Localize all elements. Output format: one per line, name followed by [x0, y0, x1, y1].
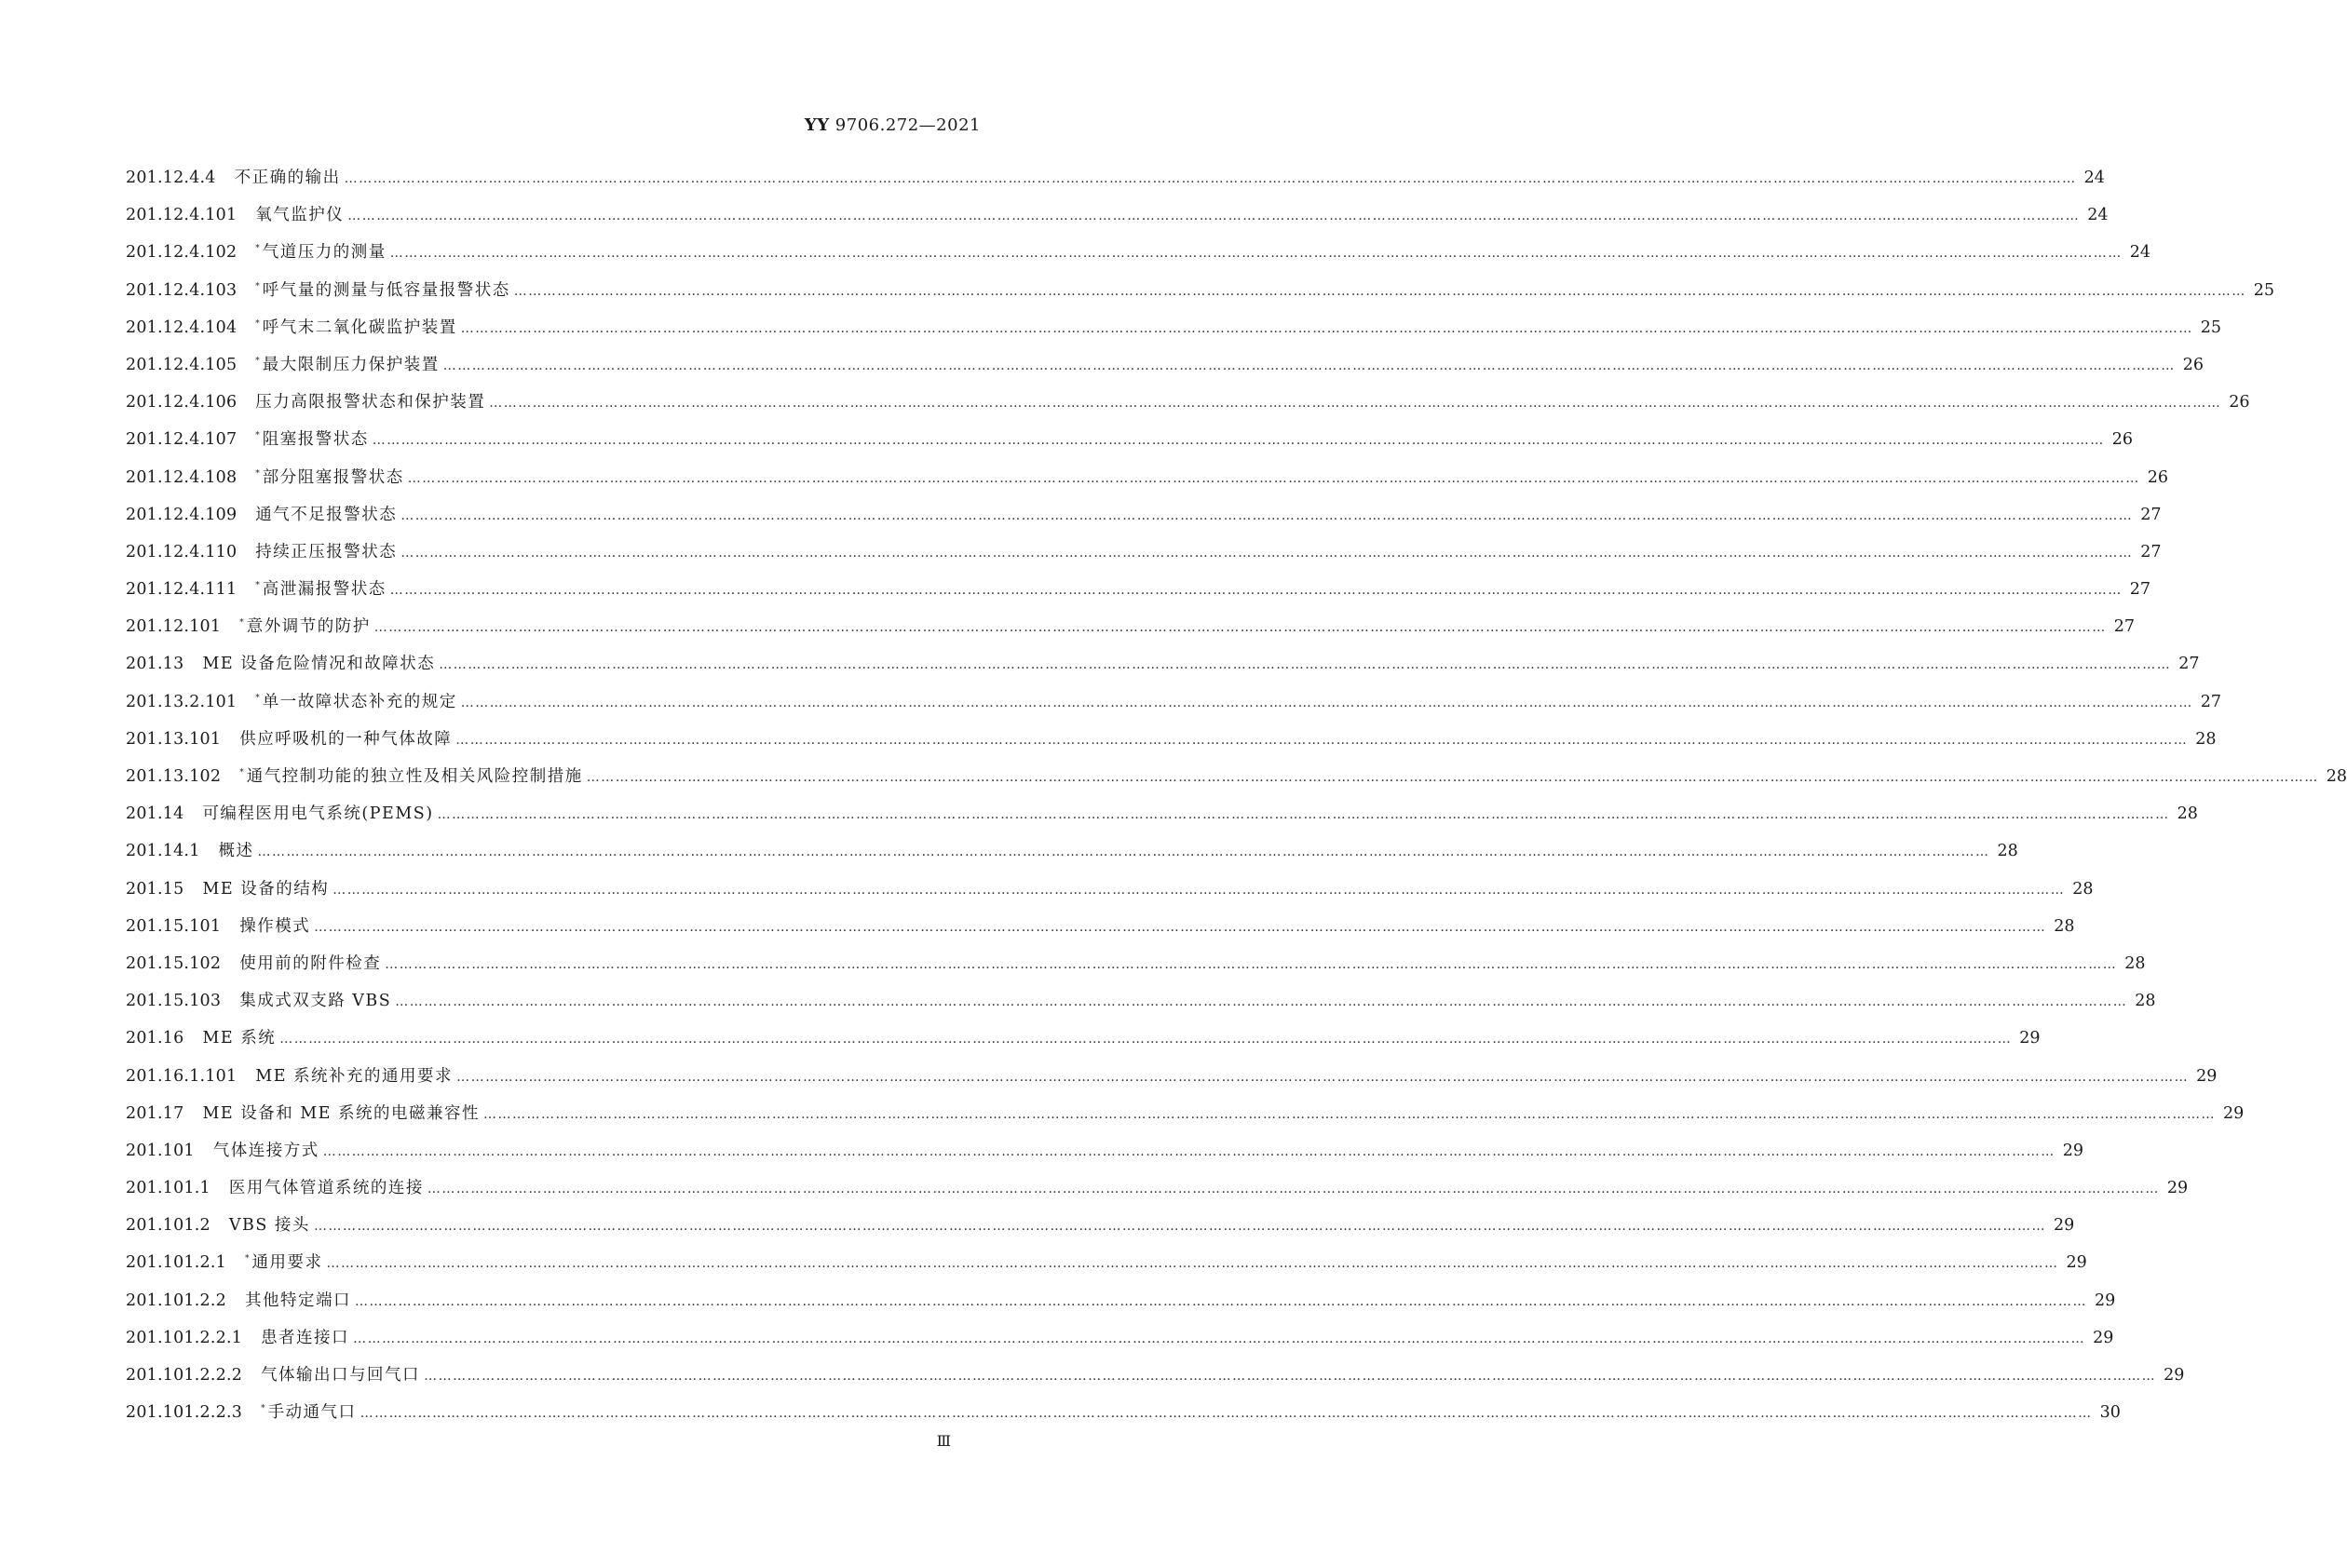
dot-leader: ……………………………………………………………………………………………………………………………………………………………………………………………………………………………………………………………………………………………………………………………… — [460, 320, 2193, 336]
toc-entry-number: 201.101.2.2.2 — [126, 1366, 243, 1385]
dot-leader: ……………………………………………………………………………………………………………………………………………………………………………………………………………………………………………………………………………………………………………………………… — [395, 994, 2128, 1010]
toc-entry[interactable] — [126, 352, 2205, 389]
toc-entry-page: 29 — [2019, 1029, 2041, 1048]
asterisk-marker: * — [261, 1404, 265, 1414]
toc-entry-page: 28 — [2124, 953, 2146, 973]
dot-leader: ……………………………………………………………………………………………………………………………………………………………………………………………………………………………………………………………………………………………………………………………… — [373, 620, 2107, 636]
toc-entry-title: 可编程医用电气系统(PEMS) — [202, 804, 434, 824]
dot-leader: ……………………………………………………………………………………………………………………………………………………………………………………………………………………………………………………………………………………………………………………………… — [313, 1219, 2046, 1235]
toc-entry[interactable] — [126, 165, 2105, 202]
toc-entry-title: 使用前的附件检查 — [239, 953, 382, 973]
toc-entry-number: 201.16.1.101 — [126, 1066, 237, 1086]
toc-entry[interactable] — [126, 1325, 2114, 1362]
toc-entry-number: 201.15.101 — [126, 916, 222, 936]
toc-entry[interactable] — [126, 951, 2146, 988]
toc-entry-page: 28 — [1997, 842, 2018, 861]
toc-entry-number: 201.12.4.106 — [126, 393, 237, 412]
asterisk-marker: * — [255, 244, 260, 254]
toc-entry-title: ME 系统 — [202, 1029, 277, 1048]
toc-entry-number: 201.101.2.2 — [126, 1291, 226, 1310]
toc-entry-number: 201.13.2.101 — [126, 692, 237, 711]
toc-entry-page: 25 — [2200, 318, 2222, 337]
toc-entry-number: 201.12.4.110 — [126, 542, 237, 561]
dot-leader: ……………………………………………………………………………………………………………………………………………………………………………………………………………………………………………………………………………………………………………………………… — [439, 657, 2172, 673]
toc-entry-title: VBS 接头 — [228, 1216, 310, 1236]
toc-entry-title: 通气不足报警状态 — [255, 505, 398, 524]
toc-entry-page: 29 — [2062, 1141, 2084, 1160]
toc-entry-title: 通气控制功能的独立性及相关风险控制措施 — [246, 767, 583, 786]
toc-entry[interactable] — [126, 465, 2169, 502]
toc-entry[interactable] — [126, 389, 2250, 426]
toc-entry-title: ME 系统补充的通用要求 — [255, 1066, 454, 1086]
toc-entry-number: 201.101.1 — [126, 1179, 210, 1198]
dot-leader: ……………………………………………………………………………………………………………………………………………………………………………………………………………………………………………………………………………………………………………………………… — [279, 1032, 2013, 1048]
dot-leader: ……………………………………………………………………………………………………………………………………………………………………………………………………………………………………………………………………………………………………………………………… — [257, 845, 1990, 860]
toc-entry-number: 201.12.4.102 — [126, 243, 237, 263]
toc-entry-page: 26 — [2147, 467, 2169, 487]
toc-entry-number: 201.13 — [126, 655, 184, 674]
toc-entry[interactable] — [126, 876, 2094, 913]
toc-entry-page: 27 — [2129, 580, 2151, 600]
toc-entry-page: 24 — [2083, 169, 2105, 187]
toc-entry-title: 单一故障状态补充的规定 — [262, 692, 457, 711]
toc-entry-page: 24 — [2087, 206, 2109, 225]
toc-entry-page: 30 — [2099, 1403, 2121, 1423]
toc-entry-number: 201.17 — [126, 1103, 184, 1123]
toc-entry[interactable] — [126, 1362, 2185, 1399]
toc-entry[interactable] — [126, 614, 2135, 651]
toc-entry-page: 26 — [2111, 430, 2134, 450]
toc-entry-number: 201.12.4.103 — [126, 280, 237, 300]
toc-entry-number: 201.101 — [126, 1141, 195, 1160]
toc-entry-title: 气体连接方式 — [212, 1141, 319, 1160]
toc-entry-page: 29 — [2094, 1291, 2116, 1310]
toc-entry-number: 201.15.103 — [126, 992, 222, 1011]
dot-leader: ……………………………………………………………………………………………………………………………………………………………………………………………………………………………………………………………………………………………………………………………… — [586, 770, 2319, 785]
dot-leader: ……………………………………………………………………………………………………………………………………………………………………………………………………………………………………………………………………………………………………………………………… — [332, 882, 2066, 898]
toc-entry-number: 201.101.2 — [126, 1216, 210, 1236]
toc-entry[interactable] — [126, 1175, 2189, 1212]
toc-entry-number: 201.12.4.105 — [126, 355, 237, 374]
asterisk-marker: * — [244, 1254, 250, 1264]
toc-entry[interactable] — [126, 801, 2198, 838]
toc-entry-page: 25 — [2253, 280, 2275, 300]
dot-leader: ……………………………………………………………………………………………………………………………………………………………………………………………………………………………………………………………………………………………………………………………… — [442, 358, 2176, 373]
toc-entry-title: 阻塞报警状态 — [262, 430, 369, 450]
document-header — [805, 115, 981, 135]
toc-entry-title: 集成式双支路 VBS — [239, 992, 392, 1011]
toc-entry-number: 201.13.101 — [126, 729, 222, 749]
toc-entry-number: 201.101.2.1 — [126, 1253, 226, 1273]
toc-entry-title: 持续正压报警状态 — [255, 542, 398, 561]
toc-entry[interactable] — [126, 576, 2151, 614]
toc-entry-number: 201.101.2.2.1 — [126, 1328, 243, 1347]
toc-entry-title: 高泄漏报警状态 — [262, 580, 387, 600]
toc-entry-title: 意外调节的防护 — [246, 617, 371, 637]
toc-entry-number: 201.12.4.111 — [126, 580, 237, 600]
dot-leader: ……………………………………………………………………………………………………………………………………………………………………………………………………………………………………………………………………………………………………………………………… — [354, 1293, 2087, 1309]
toc-entry[interactable] — [126, 202, 2109, 239]
toc-entry-title: 氧气监护仪 — [255, 206, 345, 225]
toc-entry-page: 28 — [2054, 916, 2075, 936]
toc-entry-number: 201.15 — [126, 879, 184, 899]
asterisk-marker: * — [255, 693, 260, 703]
toc-entry-number: 201.12.101 — [126, 617, 222, 637]
toc-entry-number: 201.12.4.101 — [126, 206, 237, 225]
toc-entry[interactable] — [126, 1025, 2041, 1062]
toc-entry-page: 29 — [2166, 1179, 2189, 1198]
toc-entry-number: 201.16 — [126, 1029, 184, 1048]
toc-entry-page: 29 — [2223, 1103, 2245, 1123]
dot-leader: ……………………………………………………………………………………………………………………………………………………………………………………………………………………………………………………………………………………………………………………………… — [456, 1069, 2190, 1085]
asterisk-marker: * — [255, 356, 260, 366]
dot-leader: ……………………………………………………………………………………………………………………………………………………………………………………………………………………………………………………………………………………………………………………………… — [314, 919, 2047, 935]
toc-entry-page: 29 — [2066, 1253, 2087, 1273]
page-number: Ⅲ — [936, 1432, 951, 1450]
toc-entry-title: 压力高限报警状态和保护装置 — [255, 393, 486, 412]
toc-entry-number: 201.12.4.4 — [126, 169, 216, 187]
toc-entry-page: 27 — [2140, 505, 2162, 524]
asterisk-marker: * — [239, 618, 244, 629]
dot-leader: ……………………………………………………………………………………………………………………………………………………………………………………………………………………………………………………………………………………………………………………………… — [513, 283, 2246, 299]
toc-entry-page: 27 — [2178, 655, 2200, 674]
toc-entry-page: 28 — [2072, 879, 2094, 899]
dot-leader: ……………………………………………………………………………………………………………………………………………………………………………………………………………………………………………………………………………………………………………………………… — [427, 1182, 2160, 1197]
toc-entry-title: 其他特定端口 — [244, 1291, 351, 1310]
dot-leader: ……………………………………………………………………………………………………………………………………………………………………………………………………………………………………………………………………………………………………………………………… — [360, 1406, 2093, 1422]
dot-leader: ……………………………………………………………………………………………………………………………………………………………………………………………………………………………………………………………………………………………………………………………… — [489, 396, 2222, 412]
toc-entry-number: 201.14 — [126, 804, 184, 824]
toc-entry[interactable] — [126, 651, 2200, 688]
dot-leader: ……………………………………………………………………………………………………………………………………………………………………………………………………………………………………………………………………………………………………………………………… — [460, 695, 2193, 710]
toc-entry[interactable] — [126, 1101, 2245, 1138]
toc-entry-page: 27 — [2200, 692, 2222, 711]
toc-entry[interactable] — [126, 764, 2347, 801]
dot-leader: ……………………………………………………………………………………………………………………………………………………………………………………………………………………………………………………………………………………………………………………………… — [455, 732, 2189, 748]
toc-entry[interactable] — [126, 1399, 2121, 1437]
toc-entry[interactable] — [126, 239, 2151, 277]
toc-entry-number: 201.12.4.104 — [126, 318, 237, 337]
toc-entry-page: 29 — [2093, 1328, 2114, 1347]
toc-entry[interactable] — [126, 1063, 2218, 1101]
toc-entry-page: 28 — [2195, 729, 2217, 749]
toc-entry-title: 气道压力的测量 — [262, 243, 387, 263]
table-of-contents — [126, 165, 2347, 1437]
toc-entry-page: 27 — [2113, 617, 2135, 637]
toc-entry[interactable] — [126, 988, 2156, 1025]
toc-entry-title: 部分阻塞报警状态 — [262, 467, 404, 487]
dot-leader: ……………………………………………………………………………………………………………………………………………………………………………………………………………………………………………………………………………………………………………………………… — [400, 507, 2134, 523]
toc-entry-page: 29 — [2196, 1066, 2218, 1086]
toc-entry-number: 201.101.2.2.3 — [126, 1403, 243, 1423]
dot-leader: ……………………………………………………………………………………………………………………………………………………………………………………………………………………………………………………………………………………………………………………………… — [385, 956, 2118, 972]
toc-entry-title: 不正确的输出 — [234, 169, 341, 187]
toc-entry-number: 201.15.102 — [126, 953, 222, 973]
standard-prefix: YY — [804, 115, 830, 135]
toc-entry[interactable] — [126, 1212, 2075, 1250]
toc-entry[interactable] — [126, 689, 2222, 726]
toc-entry[interactable] — [126, 277, 2275, 315]
toc-entry-title: 概述 — [218, 842, 254, 861]
toc-entry-title: ME 设备的结构 — [202, 879, 330, 899]
dot-leader: ……………………………………………………………………………………………………………………………………………………………………………………………………………………………………………………………………………………………………………………………… — [400, 545, 2134, 561]
toc-entry-page: 28 — [2326, 767, 2347, 786]
toc-entry-title: 最大限制压力保护装置 — [262, 355, 440, 374]
asterisk-marker: * — [239, 768, 244, 777]
toc-entry-number: 201.12.4.107 — [126, 430, 237, 450]
toc-entry-page: 26 — [2229, 393, 2250, 412]
toc-entry-title: 操作模式 — [239, 916, 311, 936]
toc-entry-title: 患者连接口 — [261, 1328, 350, 1347]
toc-entry[interactable] — [126, 315, 2222, 352]
dot-leader: ……………………………………………………………………………………………………………………………………………………………………………………………………………………………………………………………………………………………………………………………… — [389, 246, 2123, 262]
toc-entry-number: 201.13.102 — [126, 767, 222, 786]
dot-leader: ……………………………………………………………………………………………………………………………………………………………………………………………………………………………………………………………………………………………………………………………… — [322, 1143, 2055, 1159]
asterisk-marker: * — [255, 581, 260, 591]
toc-entry-number: 201.12.4.109 — [126, 505, 237, 524]
toc-entry[interactable] — [126, 502, 2162, 539]
toc-entry-page: 29 — [2164, 1366, 2185, 1385]
toc-entry[interactable] — [126, 1138, 2084, 1175]
document-number: 9706.272—2021 — [834, 115, 981, 135]
toc-entry[interactable] — [126, 426, 2134, 464]
dot-leader: ……………………………………………………………………………………………………………………………………………………………………………………………………………………………………………………………………………………………………………………………… — [389, 583, 2123, 599]
toc-entry-title: ME 设备和 ME 系统的电磁兼容性 — [202, 1103, 481, 1123]
toc-entry[interactable] — [126, 1288, 2116, 1325]
toc-entry-title: 供应呼吸机的一种气体故障 — [239, 729, 453, 749]
toc-entry[interactable] — [126, 726, 2217, 764]
dot-leader: ……………………………………………………………………………………………………………………………………………………………………………………………………………………………………………………………………………………………………………………………… — [372, 433, 2105, 449]
dot-leader: ……………………………………………………………………………………………………………………………………………………………………………………………………………………………………………………………………………………………………………………………… — [437, 807, 2170, 823]
dot-leader: ……………………………………………………………………………………………………………………………………………………………………………………………………………………………………………………………………………………………………………………………… — [344, 171, 2077, 186]
asterisk-marker: * — [255, 431, 260, 441]
toc-entry-page: 28 — [2177, 804, 2198, 824]
toc-entry[interactable] — [126, 1250, 2087, 1287]
toc-entry[interactable] — [126, 838, 2018, 875]
dot-leader: ……………………………………………………………………………………………………………………………………………………………………………………………………………………………………………………………………………………………………………………………… — [326, 1256, 2059, 1272]
toc-entry-page: 26 — [2182, 355, 2205, 374]
dot-leader: ……………………………………………………………………………………………………………………………………………………………………………………………………………………………………………………………………………………………………………………………… — [347, 209, 2081, 224]
dot-leader: ……………………………………………………………………………………………………………………………………………………………………………………………………………………………………………………………………………………………………………………………… — [483, 1106, 2217, 1122]
toc-entry-title: 医用气体管道系统的连接 — [228, 1179, 424, 1198]
toc-entry-title: 呼气量的测量与低容量报警状态 — [262, 280, 510, 300]
toc-entry-title: 通用要求 — [251, 1253, 323, 1273]
toc-entry-page: 27 — [2140, 542, 2162, 561]
dot-leader: ……………………………………………………………………………………………………………………………………………………………………………………………………………………………………………………………………………………………………………………………… — [353, 1331, 2086, 1346]
dot-leader: ……………………………………………………………………………………………………………………………………………………………………………………………………………………………………………………………………………………………………………………………… — [424, 1369, 2157, 1384]
toc-entry-page: 24 — [2129, 243, 2151, 263]
toc-entry-number: 201.14.1 — [126, 842, 200, 861]
toc-entry-title: 手动通气口 — [267, 1403, 357, 1423]
toc-entry[interactable] — [126, 539, 2162, 576]
asterisk-marker: * — [255, 281, 260, 291]
toc-entry-number: 201.12.4.108 — [126, 467, 237, 487]
asterisk-marker: * — [255, 318, 260, 329]
toc-entry[interactable] — [126, 913, 2075, 951]
asterisk-marker: * — [255, 468, 260, 479]
toc-entry-title: 呼气末二氧化碳监护装置 — [262, 318, 457, 337]
toc-entry-title: ME 设备危险情况和故障状态 — [202, 655, 436, 674]
dot-leader: ……………………………………………………………………………………………………………………………………………………………………………………………………………………………………………………………………………………………………………………………… — [407, 470, 2140, 486]
toc-entry-page: 29 — [2053, 1216, 2075, 1236]
toc-entry-title: 气体输出口与回气口 — [261, 1366, 421, 1385]
toc-entry-page: 28 — [2135, 992, 2156, 1011]
